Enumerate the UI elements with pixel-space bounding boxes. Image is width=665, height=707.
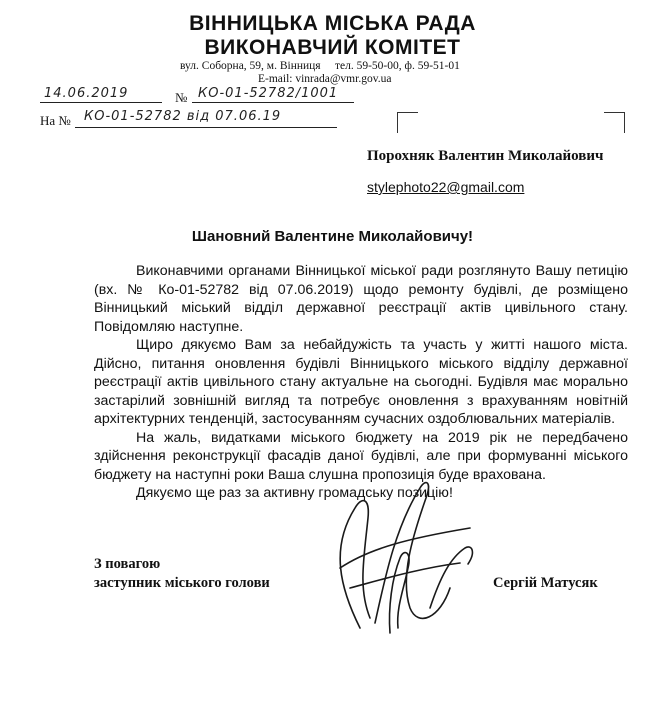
recipient-name: Порохняк Валентин Миколайович — [367, 148, 604, 164]
number-prefix: № — [175, 90, 188, 105]
paragraph: Дякуємо ще раз за активну громадську позицію! — [136, 485, 453, 501]
address-bracket-right — [604, 112, 625, 133]
letterhead-address: вул. Соборна, 59, м. Вінниця тел. 59-50-00, ф. 59-51-01 — [180, 60, 460, 72]
signer-position: заступник міського голови — [94, 575, 270, 591]
letter-body — [94, 262, 628, 503]
letterhead-subtitle: ВИКОНАВЧИЙ КОМІТЕТ — [204, 36, 461, 59]
address-bracket-left — [397, 112, 418, 133]
reply-reference: КО-01-52782 від 07.06.19 — [84, 109, 282, 124]
reply-underline — [75, 126, 337, 128]
recipient-email: stylephoto22@gmail.com — [367, 179, 525, 195]
registration-date: 14.06.2019 — [44, 86, 129, 101]
letterhead-email: E-mail: vinrada@vmr.gov.ua — [258, 73, 392, 85]
date-underline — [40, 101, 162, 103]
signer-name: Сергій Матусяк — [493, 575, 598, 591]
closing: З повагою — [94, 556, 161, 572]
paragraph: Щиро дякуємо Вам за небайдужість та участь у житті нашого міста. Дійсно, питання оновлення будівлі Вінницького міського відділу державної реєстрації актів цивільного стану актуальне на сьогодні. Будівля має морально застарілий зовнішній вигляд та потребує оновлення з врахуванням новітній архітектурних тенденцій, застосуванням сучасних оздоблювальних матеріалів. — [94, 337, 628, 427]
number-underline — [192, 101, 354, 103]
handwritten-signature — [300, 468, 500, 643]
paragraph: На жаль, видатками міського бюджету на 2019 рік не передбачено здійснення реконструкції фасадів даної будівлі, але при формуванні міського бюджету на наступні роки Ваша слушна пропозиція буде врахована. — [94, 429, 628, 483]
reply-prefix: На № — [40, 113, 71, 128]
paragraph: Виконавчими органами Вінницької міської ради розглянуто Вашу петицію (вх. № Ко-01-52782 від 07.06.2019) щодо ремонту будівлі, де розміщено Вінницький міський відділ державної реєстрації актів цивільного стану. Повідомляю наступне. — [94, 263, 628, 335]
salutation: Шановний Валентине Миколайовичу! — [191, 228, 474, 245]
registration-number: КО-01-52782/1001 — [198, 86, 339, 101]
letterhead-title: ВІННИЦЬКА МІСЬКА РАДА — [189, 12, 476, 35]
